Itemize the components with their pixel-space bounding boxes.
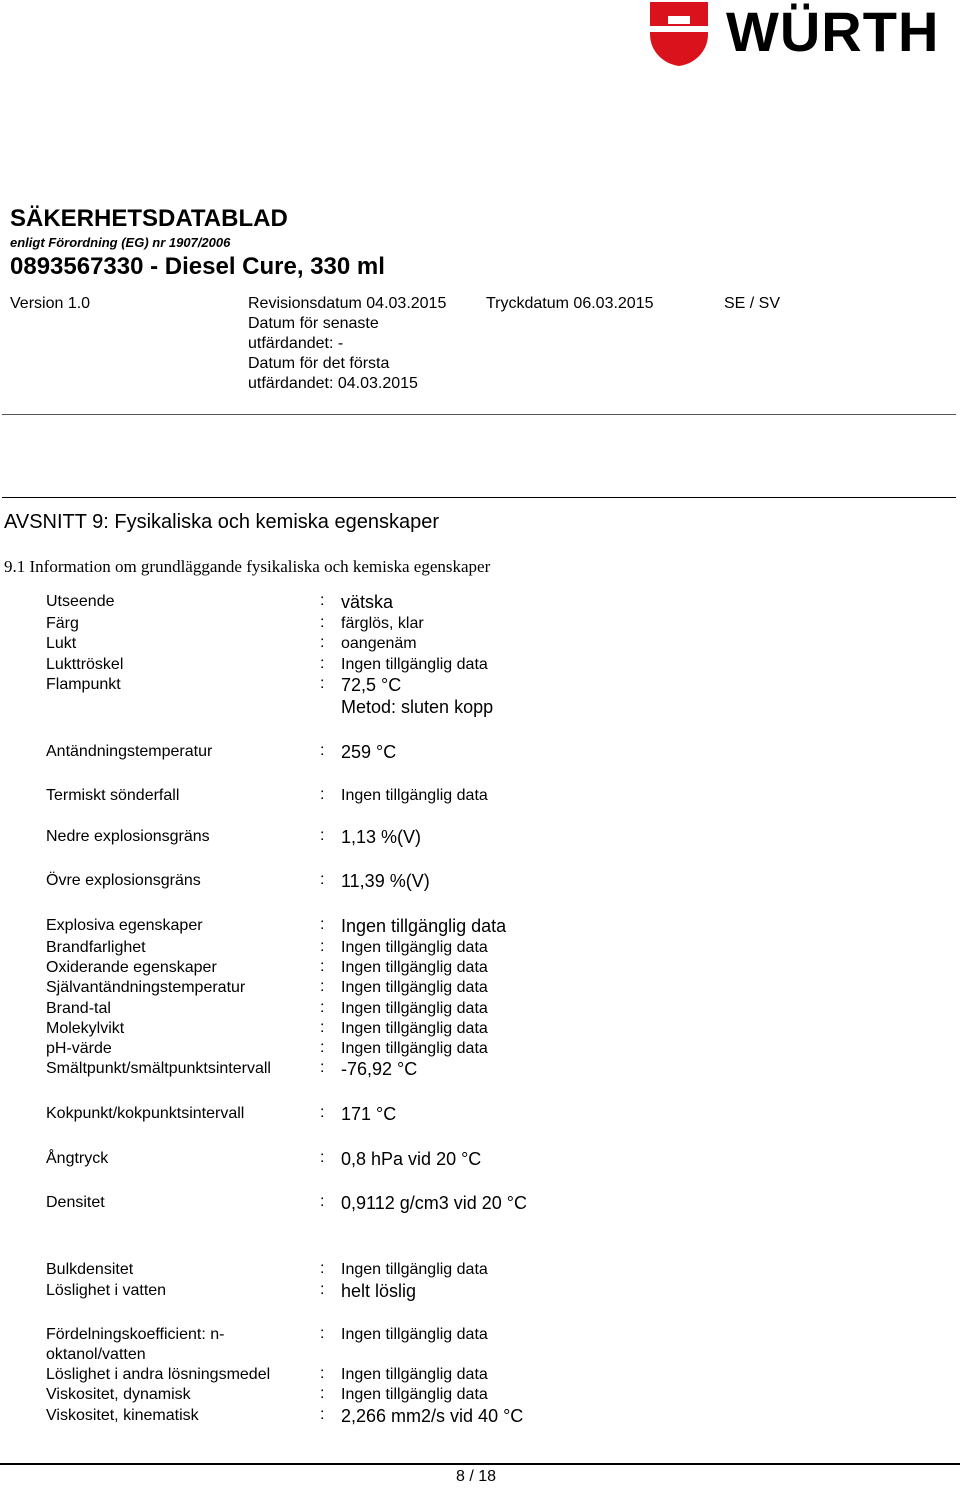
latest-issue-line-2: utfärdandet: - [248,335,344,352]
property-value: 11,39 %(V) [341,871,430,891]
property-label: Ångtryck [46,1150,109,1167]
property-value: Ingen tillgänglig data [341,959,488,976]
property-colon: : [320,742,325,759]
property-label: Viskositet, dynamisk [46,1386,191,1403]
property-value: 0,8 hPa vid 20 °C [341,1149,482,1169]
property-value: 259 °C [341,742,397,762]
property-label: Självantändningstemperatur [46,979,246,996]
property-value: färglös, klar [341,615,424,632]
property-label: pH-värde [46,1040,112,1057]
property-value-method: Metod: sluten kopp [341,697,494,717]
property-colon: : [320,655,325,672]
product-name: 0893567330 - Diesel Cure, 330 ml [10,253,385,280]
property-colon: : [320,1281,325,1298]
property-value: Ingen tillgänglig data [341,1261,488,1278]
property-label: Färg [46,615,79,632]
property-colon: : [320,827,325,844]
property-value: Ingen tillgänglig data [341,916,507,936]
property-colon: : [320,1385,325,1402]
property-value: Ingen tillgänglig data [341,1020,488,1037]
property-colon: : [320,1365,325,1382]
property-label: Smältpunkt/smältpunktsintervall [46,1060,271,1077]
property-label: Lukttröskel [46,656,124,673]
property-colon: : [320,614,325,631]
property-value: Ingen tillgänglig data [341,1326,488,1343]
property-value: Ingen tillgänglig data [341,1000,488,1017]
property-label: Explosiva egenskaper [46,917,203,934]
property-label: Utseende [46,593,115,610]
property-colon: : [320,938,325,955]
property-value: Ingen tillgänglig data [341,979,488,996]
property-colon: : [320,1193,325,1210]
property-label: Fördelningskoefficient: n- [46,1326,225,1343]
wurth-logo [648,0,956,68]
property-value: 1,13 %(V) [341,827,422,847]
property-label: Löslighet i vatten [46,1282,167,1299]
property-colon: : [320,675,325,692]
property-label: Löslighet i andra lösningsmedel [46,1366,271,1383]
document-title: SÄKERHETSDATABLAD [10,205,288,232]
property-colon: : [320,1104,325,1121]
property-label: Antändningstemperatur [46,743,213,760]
first-issue-line-2: utfärdandet: 04.03.2015 [248,375,418,392]
property-label-continued: oktanol/vatten [46,1346,146,1363]
revision-info [248,294,446,394]
property-colon: : [320,978,325,995]
property-colon: : [320,786,325,803]
property-colon: : [320,871,325,888]
first-issue-line-1: Datum för det första [248,355,390,372]
latest-issue-line-1: Datum för senaste [248,315,379,332]
property-value: 72,5 °C [341,675,402,695]
property-label: Viskositet, kinematisk [46,1407,199,1424]
property-value: Ingen tillgänglig data [341,939,488,956]
property-label: Kokpunkt/kokpunktsintervall [46,1105,245,1122]
version: Version 1.0 [10,295,91,312]
property-value: Ingen tillgänglig data [341,1040,488,1057]
property-value: vätska [341,592,394,612]
property-label: Brandfarlighet [46,939,146,956]
property-colon: : [320,634,325,651]
page-number: 8 / 18 [456,1468,497,1485]
property-value: -76,92 °C [341,1059,418,1079]
property-colon: : [320,1059,325,1076]
property-colon: : [320,999,325,1016]
logo-wordmark: WÜRTH [726,0,940,63]
section-divider [2,497,956,498]
property-value: Ingen tillgänglig data [341,787,488,804]
property-colon: : [320,1019,325,1036]
regulation-note: enligt Förordning (EG) nr 1907/2006 [10,235,231,250]
property-label: Termiskt sönderfall [46,787,180,804]
property-colon: : [320,1325,325,1342]
property-value: Ingen tillgänglig data [341,1386,488,1403]
property-label: Densitet [46,1194,105,1211]
property-label: Nedre explosionsgräns [46,828,210,845]
property-label: Lukt [46,635,77,652]
property-value: Ingen tillgänglig data [341,1366,488,1383]
property-label: Övre explosionsgräns [46,872,201,889]
subsection-title: 9.1 Information om grundläggande fysikaliska och kemiska egenskaper [4,557,491,576]
property-value: helt löslig [341,1281,417,1301]
locale: SE / SV [724,295,781,312]
property-colon: : [320,1260,325,1277]
property-colon: : [320,1406,325,1423]
property-label: Bulkdensitet [46,1261,134,1278]
property-colon: : [320,958,325,975]
property-value: 171 °C [341,1104,397,1124]
property-colon: : [320,1149,325,1166]
property-value: Ingen tillgänglig data [341,656,488,673]
property-colon: : [320,592,325,609]
property-value: 0,9112 g/cm3 vid 20 °C [341,1193,527,1213]
revision-date: Revisionsdatum 04.03.2015 [248,295,447,312]
property-value: oangenäm [341,635,417,652]
property-label: Brand-tal [46,1000,111,1017]
property-label: Molekylvikt [46,1020,125,1037]
print-date: Tryckdatum 06.03.2015 [486,295,654,312]
property-colon: : [320,916,325,933]
property-colon: : [320,1039,325,1056]
property-label: Flampunkt [46,676,121,693]
property-value: 2,266 mm2/s vid 40 °C [341,1406,524,1426]
header-divider [2,414,956,415]
property-label: Oxiderande egenskaper [46,959,217,976]
section-title: AVSNITT 9: Fysikaliska och kemiska egenskaper [4,511,439,533]
footer-divider [0,1463,960,1465]
